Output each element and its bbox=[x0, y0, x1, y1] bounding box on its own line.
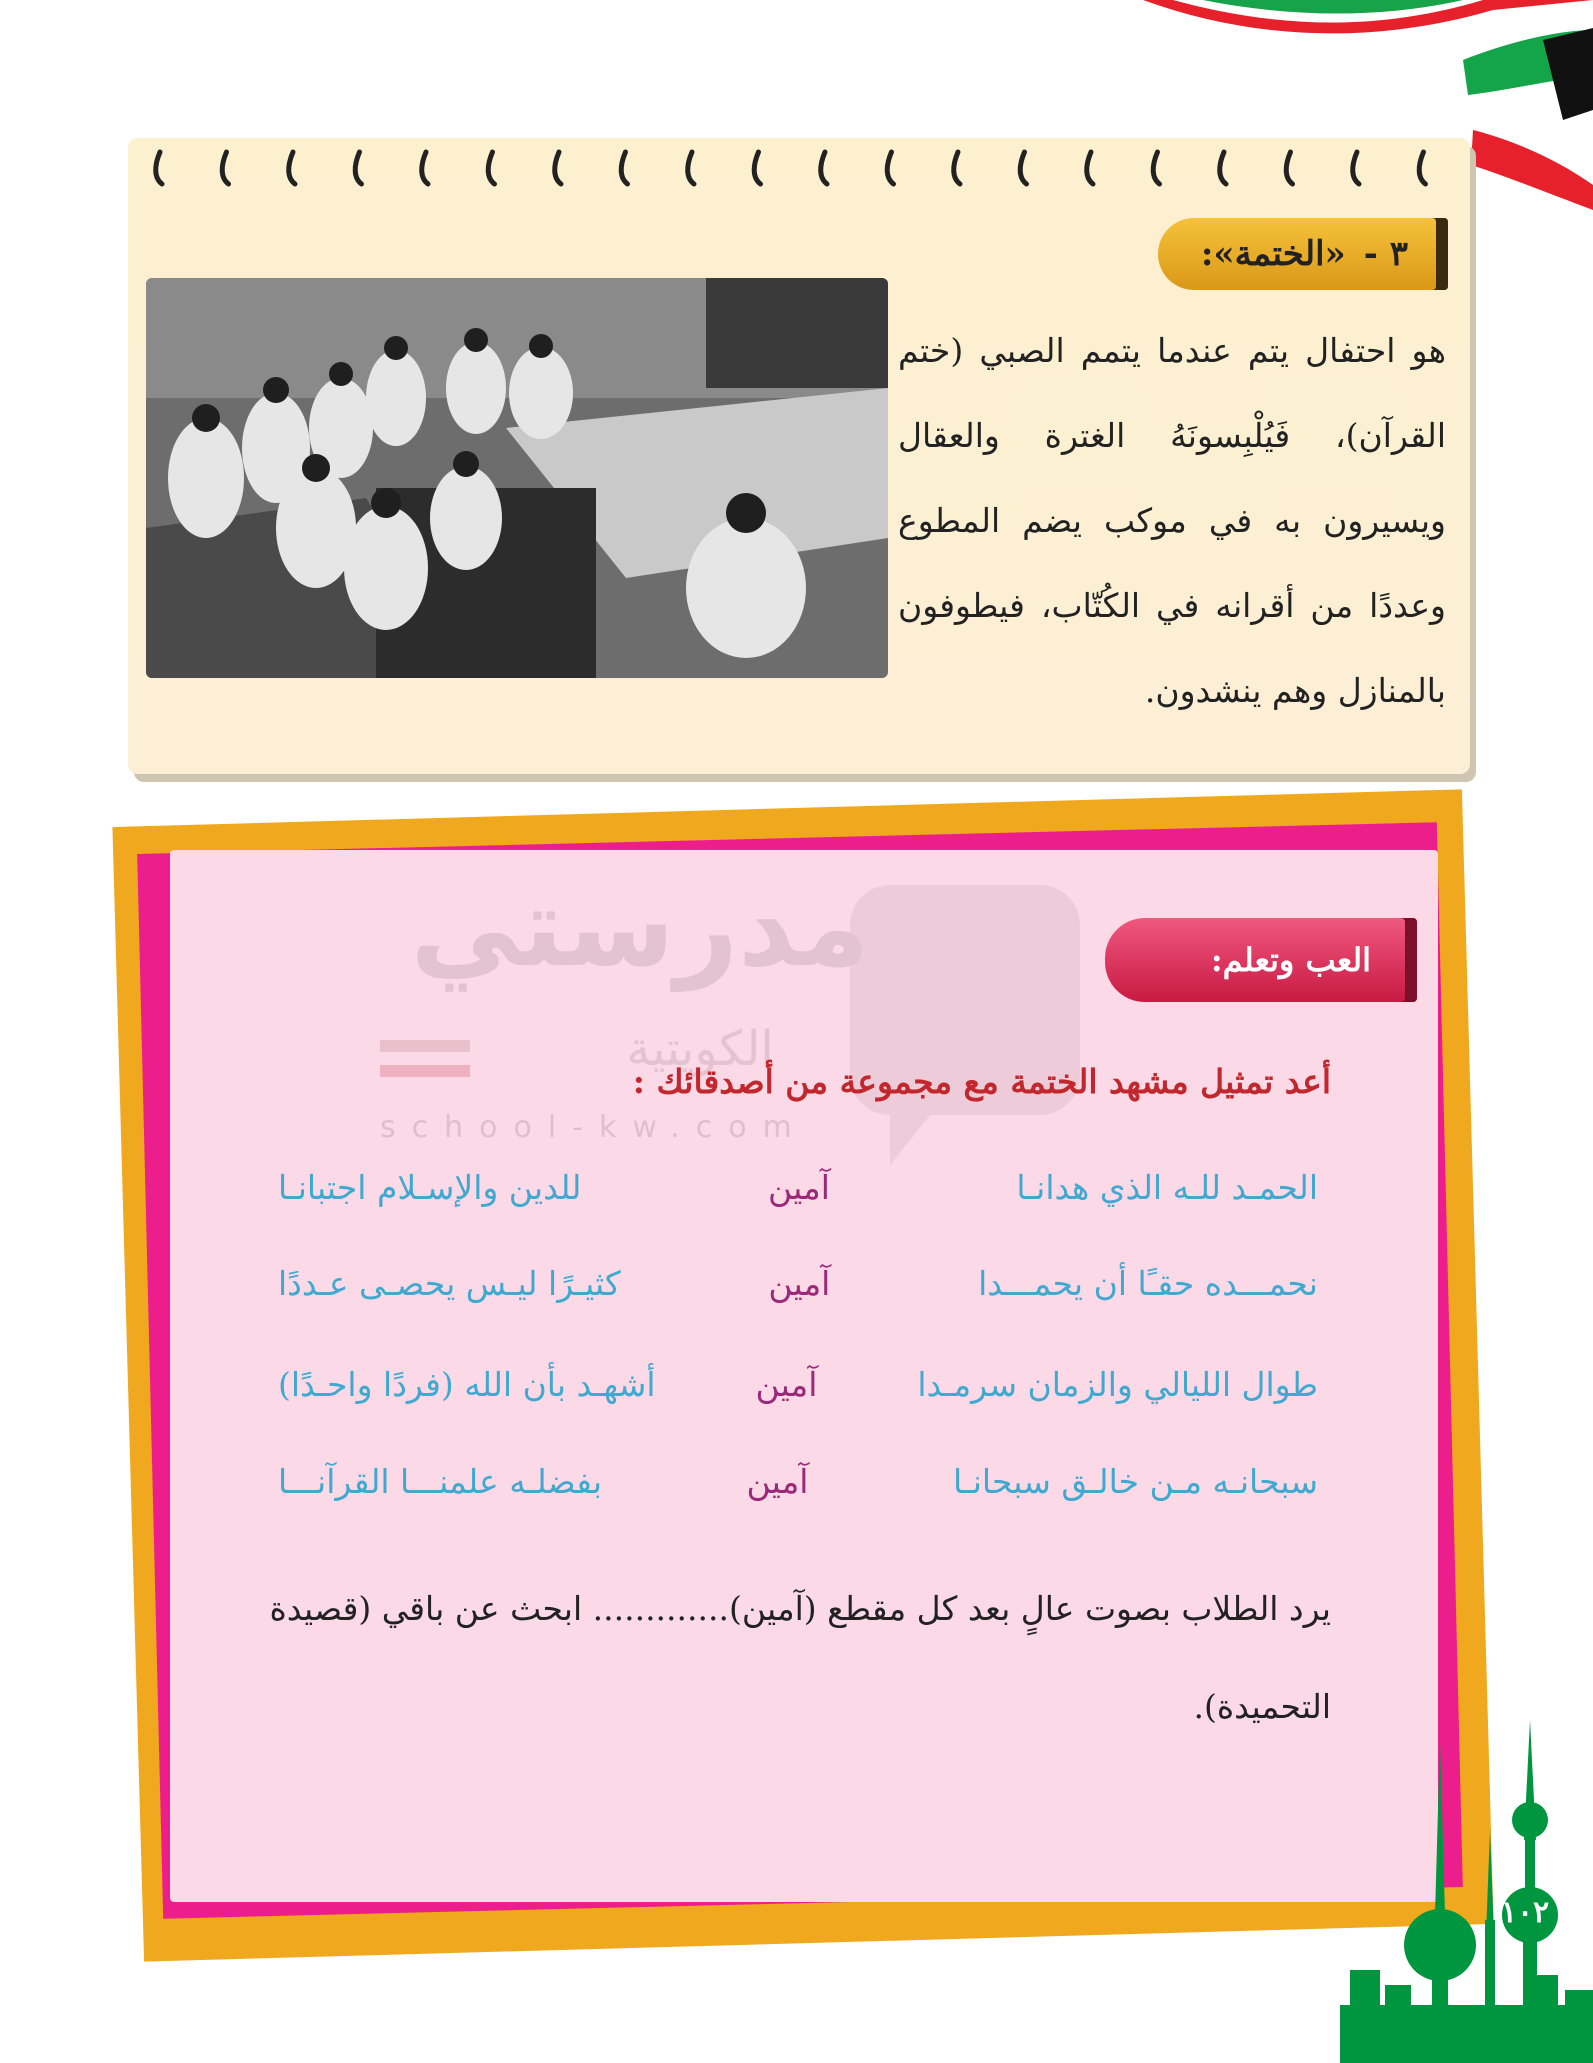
verse-amen: آمين bbox=[755, 1364, 818, 1404]
verse-second-half: كثيـرًا ليـس يحصـى عـددًا bbox=[278, 1263, 621, 1303]
verse-first-half: نحمـــده حقـًا أن يحمـــدا bbox=[978, 1263, 1318, 1303]
verse-row bbox=[278, 1451, 1318, 1511]
play-and-learn-tag bbox=[1105, 918, 1417, 1002]
page-number: ١٠٢ bbox=[1500, 1895, 1550, 1930]
spiral-hook-icon bbox=[688, 152, 694, 184]
spiral-hook-icon bbox=[887, 152, 893, 184]
verse-row bbox=[278, 1157, 1318, 1217]
section-paragraph: هو احتفال يتم عندما يتمم الصبي (ختم القرآن)، فَيُلْبِسونَهُ الغترة والعقال ويسيرون به في موكب يضم المطوع وعددًا من أقرانه في الكُتّاب، فيطوفون بالمنازل وهم ينشدون. bbox=[898, 331, 1446, 710]
verse-row bbox=[278, 1354, 1318, 1414]
spiral-hook-icon bbox=[1087, 152, 1093, 184]
verse-row bbox=[278, 1253, 1318, 1313]
watermark-name: مدرستي bbox=[410, 863, 870, 991]
spiral-hook-icon bbox=[954, 152, 960, 184]
watermark-subtitle: الكويتية bbox=[626, 1021, 774, 1077]
spiral-hook-icon bbox=[289, 152, 295, 184]
spiral-hook-icon bbox=[1353, 152, 1359, 184]
verse-second-half: بفضلـه علمنـــا القرآنـــا bbox=[278, 1461, 603, 1501]
verse-amen: آمين bbox=[746, 1461, 809, 1501]
spiral-hook-icon bbox=[1153, 152, 1159, 184]
spiral-binding-icon bbox=[146, 142, 1456, 192]
watermark-site: school-kw.com bbox=[380, 1110, 808, 1145]
verse-amen: آمين bbox=[768, 1263, 831, 1303]
verse-first-half: سبحانـه مـن خالـق سبحانـا bbox=[952, 1461, 1318, 1501]
verse-amen: آمين bbox=[767, 1167, 830, 1207]
verse-first-half: الحمـد للـه الذي هدانـا bbox=[1016, 1167, 1318, 1207]
play-and-learn-heading: العب وتعلم: bbox=[1210, 941, 1371, 979]
spiral-hook-icon bbox=[1220, 152, 1226, 184]
spiral-hook-icon bbox=[156, 152, 162, 184]
note-card bbox=[128, 138, 1470, 774]
section-title-tag bbox=[1158, 218, 1448, 290]
spiral-hook-icon bbox=[1020, 152, 1026, 184]
spiral-hook-icon bbox=[821, 152, 827, 184]
spiral-hook-icon bbox=[422, 152, 428, 184]
verse-second-half: أشهـد بأن الله (فردًا واحـدًا) bbox=[278, 1364, 656, 1404]
kuwait-towers-icon bbox=[1340, 1720, 1593, 2063]
verse-second-half: للدين والإسـلام اجتبانـا bbox=[278, 1167, 582, 1207]
verse-first-half: طوال الليالي والزمان سرمـدا bbox=[917, 1364, 1318, 1404]
spiral-hook-icon bbox=[754, 152, 760, 184]
spiral-hook-icon bbox=[355, 152, 361, 184]
spiral-hook-icon bbox=[621, 152, 627, 184]
spiral-hook-icon bbox=[488, 152, 494, 184]
spiral-hook-icon bbox=[222, 152, 228, 184]
spiral-hook-icon bbox=[1419, 152, 1425, 184]
spiral-hook-icon bbox=[1286, 152, 1292, 184]
response-paragraph: يرد الطلاب بصوت عالٍ بعد كل مقطع (آمين)............. ابحث عن باقي (قصيدة التحميدة). bbox=[269, 1589, 1331, 1726]
section-number: ٣ - bbox=[1363, 234, 1408, 274]
watermark-logo bbox=[380, 845, 1210, 1175]
khatma-photo bbox=[146, 278, 888, 678]
section-title: «الختمة»: bbox=[1200, 234, 1346, 274]
activity-instruction: أعد تمثيل مشهد الختمة مع مجموعة من أصدقائك : bbox=[632, 1062, 1331, 1101]
spiral-hook-icon bbox=[555, 152, 561, 184]
